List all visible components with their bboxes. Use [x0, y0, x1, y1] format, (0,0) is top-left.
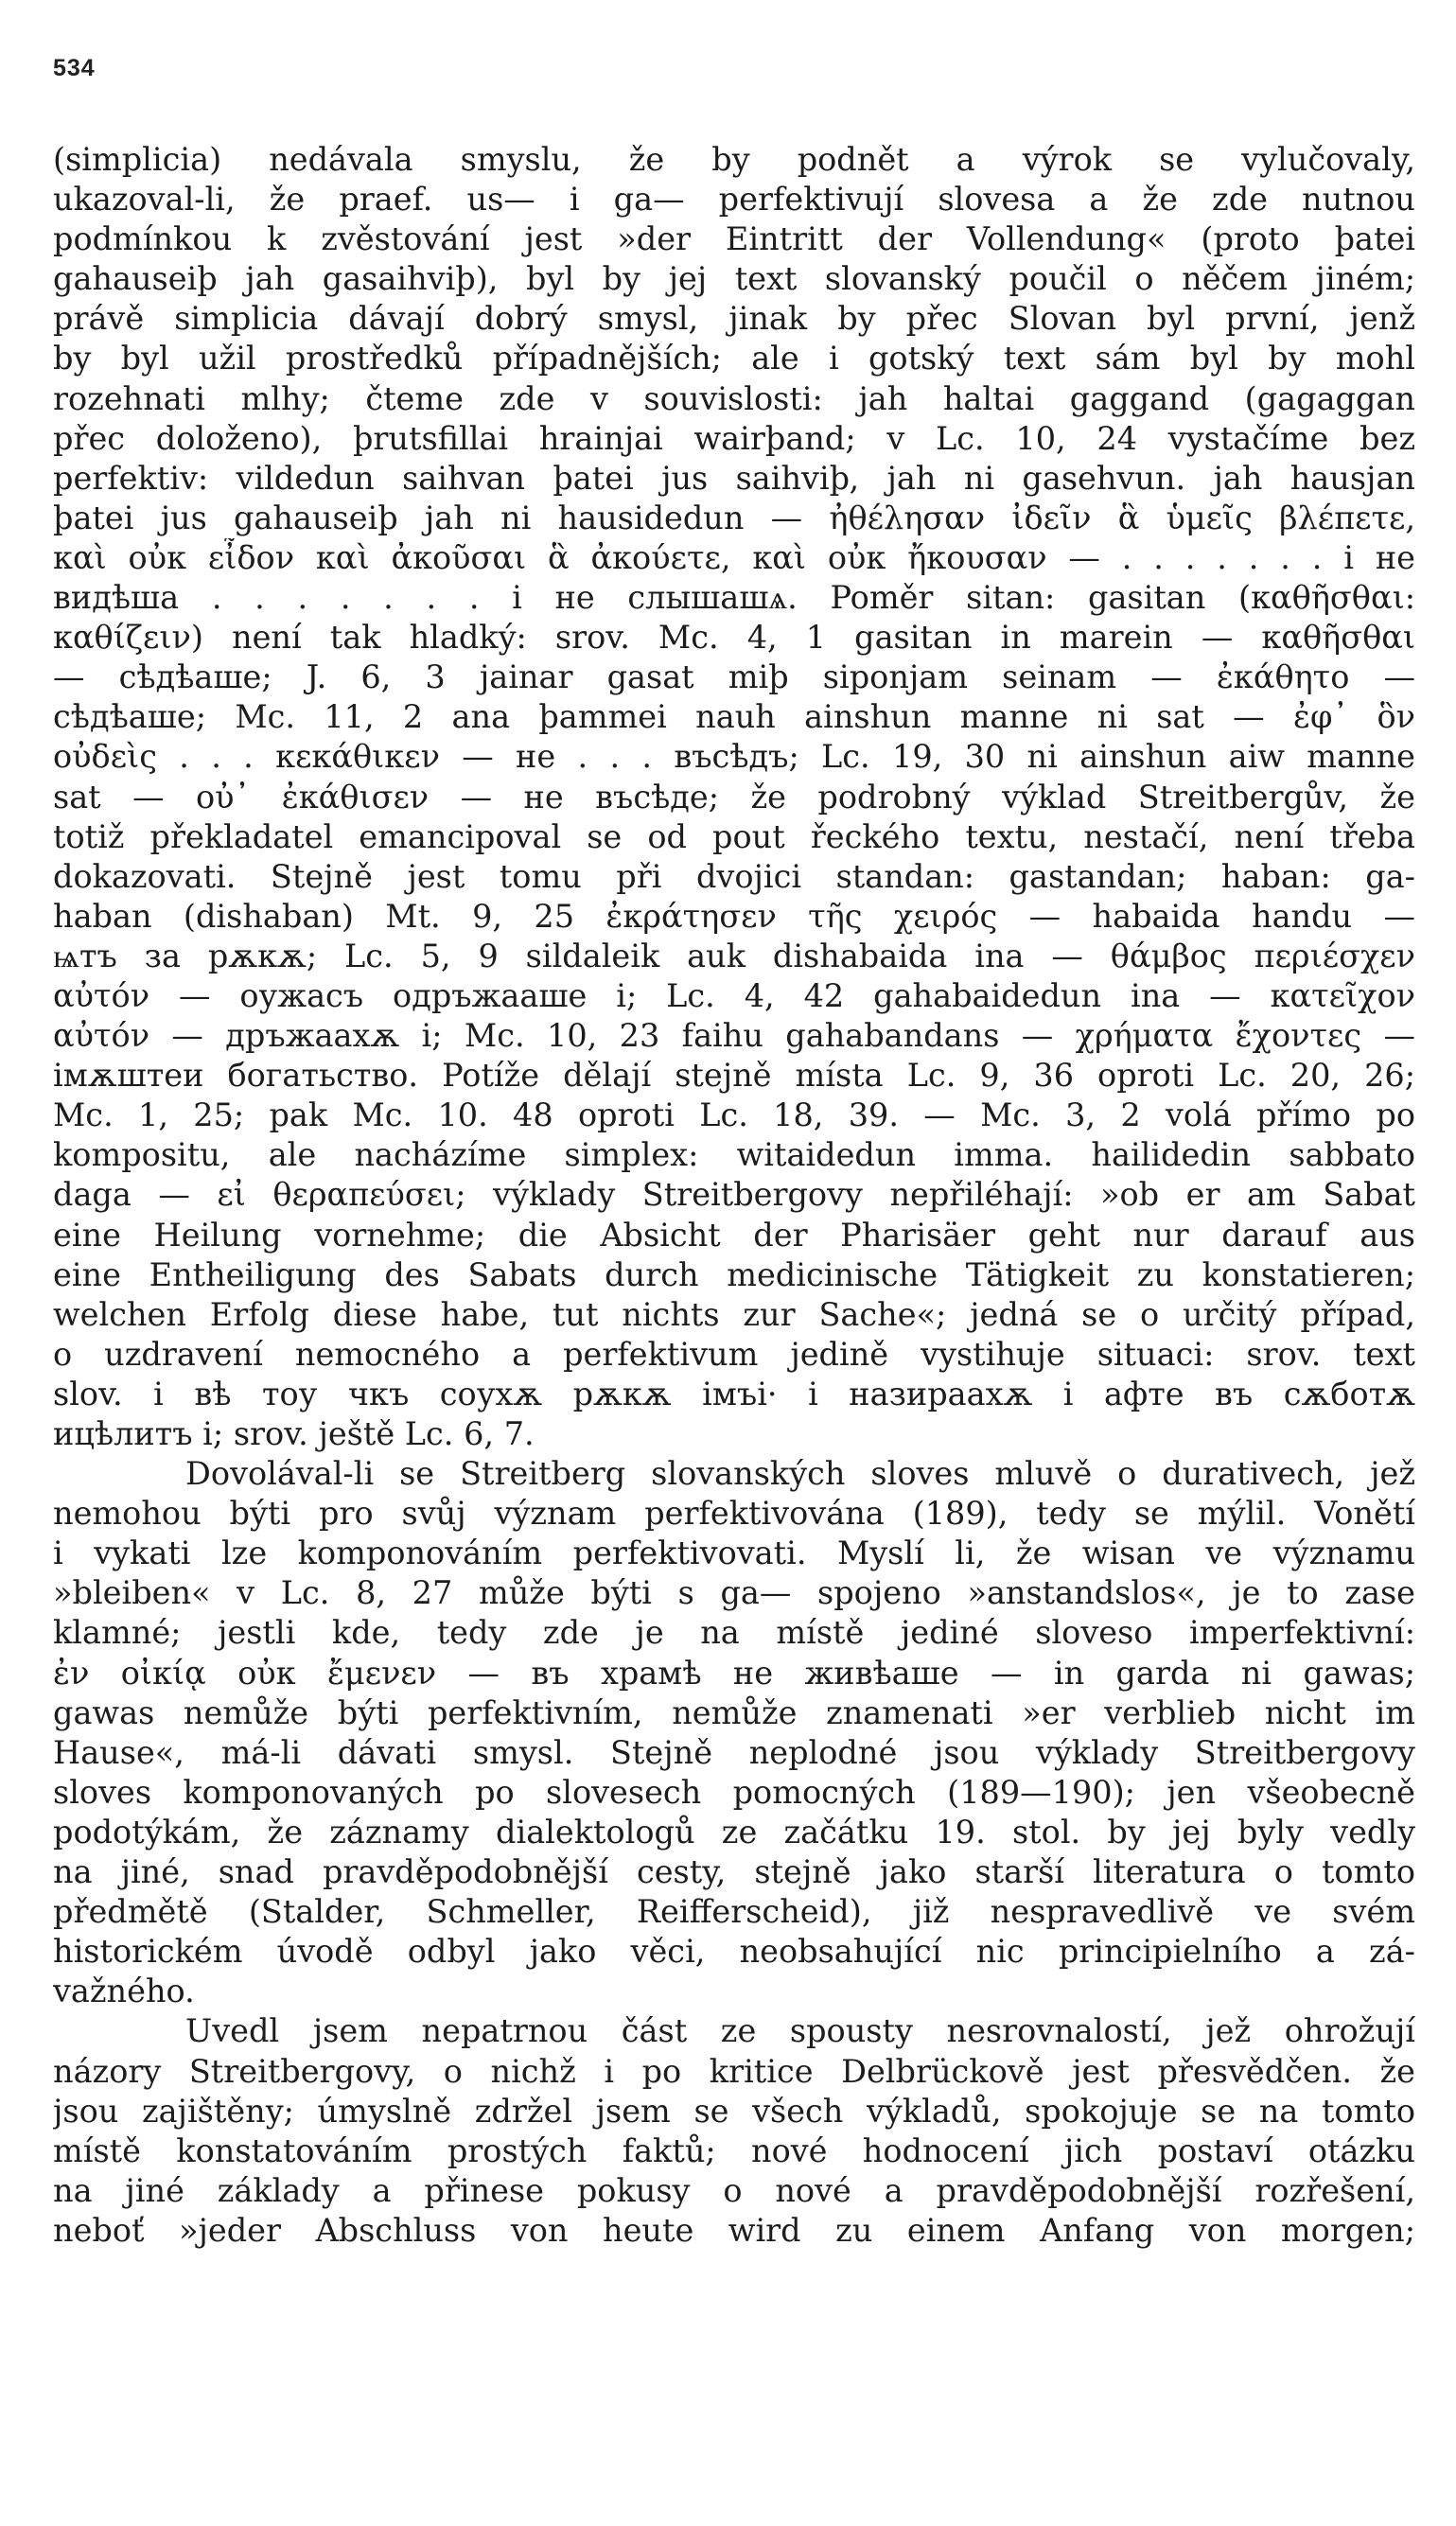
text-line: ѩтъ за рѫкѫ; Lc. 5, 9 sildaleik auk dishabaida ina — θάμβος περιέσχεν: [53, 937, 1415, 974]
text-line: οὐδεὶς . . . κεκάθικεν — не . . . въсѣдъ; Lc. 19, 30 ni ainshun aiw manne: [53, 738, 1415, 776]
text-line: právě simplicia dávají dobrý smysl, jinak by přec Slovan byl první, jenž: [53, 300, 1415, 338]
text-line: eine Heilung vornehme; die Absicht der Pharisäer geht nur darauf aus: [53, 1216, 1415, 1254]
text-line: καθίζειν) není tak hladký: srov. Mc. 4, 1 gasitan in marein — καθῆσθαι: [53, 619, 1415, 657]
text-line: historickém úvodě odbyl jako věci, neobsahující nic principielního a zá-: [53, 1933, 1415, 1971]
text-line: ицѣлитъ і; srov. ještě Lc. 6, 7.: [53, 1415, 535, 1452]
text-line: καὶ οὐκ εἶδον καὶ ἀκοῦσαι ἃ ἀκούετε, καὶ οὐκ ἤκουσαν — . . . . . . . і не: [53, 538, 1415, 576]
text-line: klamné; jestli kde, tedy zde je na místě jediné sloveso imperfektivní:: [53, 1614, 1415, 1652]
text-line: názory Streitbergovy, o nichž i po kritice Delbrückově jest přesvědčen. že: [53, 2052, 1415, 2090]
text-line: kompositu, ale nacházíme simplex: witaidedun imma. hailidedin sabbato: [53, 1136, 1415, 1174]
text-line: ukazoval-li, že praef. us— i ga— perfektivují slovesa a že zde nutnou: [53, 181, 1415, 219]
text-line: přec doloženo), þrutsfillai hrainjai wairþand; v Lc. 10, 24 vystačíme bez: [53, 419, 1415, 457]
text-line: sat — οὐ᾽ ἐκάθισεν — не въсѣде; že podrobný výklad Streitbergův, že: [53, 778, 1415, 816]
text-line: Uvedl jsem nepatrnou část ze spousty nesrovnalostí, jež ohrožují: [185, 2012, 1415, 2050]
text-line: (simplicia) nedávala smyslu, že by podnět a výrok se vylučovaly,: [53, 141, 1415, 178]
text-line: važného.: [53, 1973, 195, 2010]
text-line: видѣша . . . . . . . і не слышашѧ. Poměr sitan: gasitan (καθῆσθαι:: [53, 579, 1415, 617]
text-line: αὐτόν — оужасъ одръжааше і; Lc. 4, 42 gahabaidedun ina — κατεῖχον: [53, 976, 1415, 1014]
text-line: sloves komponovaných po slovesech pomocných (189—190); jen všeobecně: [53, 1773, 1415, 1811]
text-line: dokazovati. Stejně jest tomu při dvojici standan: gastandan; haban: ga-: [53, 857, 1415, 895]
paragraph-3: [53, 2011, 1415, 2251]
text-line: by byl užil prostředků případnějších; ale i gotský text sám byl by mohl: [53, 340, 1415, 377]
text-line: podotýkám, že záznamy dialektologů ze začátku 19. stol. by jej byly vedly: [53, 1813, 1415, 1851]
text-line: perfektiv: vildedun saihvan þatei jus saihviþ, jah ni gasehvun. jah hausjan: [53, 459, 1415, 497]
paragraph-2: [53, 1454, 1415, 2011]
text-line: místě konstatováním prostých faktů; nové hodnocení jich postaví otázku: [53, 2131, 1415, 2169]
text-line: Mc. 1, 25; pak Mc. 10. 48 oproti Lc. 18, 39. — Mc. 3, 2 volá přímo po: [53, 1096, 1415, 1134]
text-line: na jiné základy a přinese pokusy o nové a pravděpodobnější rozřešení,: [53, 2171, 1415, 2209]
text-line: þatei jus gahauseiþ jah ni hausidedun — ἠθέλησαν ἰδεῖν ἃ ὑμεῖς βλέπετε,: [53, 499, 1415, 536]
text-body: [53, 140, 1415, 2251]
text-line: Hause«, má-li dávati smysl. Stejně neplodné jsou výklady Streitbergovy: [53, 1733, 1415, 1771]
text-line: haban (dishaban) Mt. 9, 25 ἐκράτησεν τῆς χειρός — habaida handu —: [53, 897, 1415, 935]
text-line: jsou zajištěny; úmyslně zdržel jsem se všech výkladů, spokojuje se na tomto: [53, 2092, 1415, 2130]
text-line: daga — εἰ θεραπεύσει; výklady Streitbergovy nepřiléhají: »ob er am Sabat: [53, 1176, 1415, 1214]
text-line: o uzdravení nemocného a perfektivum jedině vystihuje situaci: srov. text: [53, 1335, 1415, 1373]
text-line: rozehnati mlhy; čteme zde v souvislosti: jah haltai gaggand (gagaggan: [53, 379, 1415, 417]
text-line: i vykati lze komponováním perfektivovati. Myslí li, že wisan ve významu: [53, 1535, 1415, 1572]
text-line: neboť »jeder Abschluss von heute wird zu einem Anfang von morgen;: [53, 2211, 1415, 2249]
page-number: 534: [53, 55, 96, 81]
text-line: slov. і вѣ тоу чкъ соухѫ рѫкѫ імъі· і назираахѫ і афте въ сѫботѫ: [53, 1375, 1415, 1412]
text-line: welchen Erfolg diese habe, tut nichts zur Sache«; jedná se o určitý případ,: [53, 1295, 1415, 1333]
text-line: сѣдѣаше; Mc. 11, 2 ana þammei nauh ainshun manne ni sat — ἐφ᾽ ὃν: [53, 698, 1415, 736]
text-line: na jiné, snad pravděpodobnější cesty, stejně jako starší literatura o tomto: [53, 1853, 1415, 1891]
text-line: — сѣдѣаше; J. 6, 3 jainar gasat miþ siponjam seinam — ἐκάθητο —: [53, 658, 1415, 696]
text-line: gahauseiþ jah gasaihviþ), byl by jej text slovanský poučil o něčem jiném;: [53, 260, 1415, 298]
text-line: »bleiben« v Lc. 8, 27 může býti s ga— spojeno »anstandslos«, je to zase: [53, 1574, 1415, 1612]
text-line: eine Entheiligung des Sabats durch medicinische Tätigkeit zu konstatieren;: [53, 1255, 1415, 1293]
text-line: імѫштеи богатьство. Potíže dělají stejně místa Lc. 9, 36 oproti Lc. 20, 26;: [53, 1057, 1415, 1095]
text-line: αὐτόν — дръжаахѫ і; Mc. 10, 23 faihu gahabandans — χρήματα ἔχοντες —: [53, 1017, 1415, 1055]
text-line: Dovolával-li se Streitberg slovanských sloves mluvě o durativech, jež: [185, 1455, 1415, 1493]
text-line: totiž překladatel emancipoval se od pout řeckého textu, nestačí, není třeba: [53, 817, 1415, 855]
text-line: nemohou býti pro svůj význam perfektivována (189), tedy se mýlil. Vonětí: [53, 1495, 1415, 1533]
text-line: podmínkou k zvěstování jest »der Eintritt der Vollendung« (proto þatei: [53, 220, 1415, 258]
paragraph-1: [53, 140, 1415, 1454]
text-line: předmětě (Stalder, Schmeller, Reifferscheid), již nespravedlivě ve svém: [53, 1893, 1415, 1931]
text-line: gawas nemůže býti perfektivním, nemůže znamenati »er verblieb nicht im: [53, 1693, 1415, 1731]
text-line: ἐν οἰκίᾳ οὐκ ἔμενεν — въ храмѣ не живѣаше — in garda ni gawas;: [53, 1654, 1415, 1692]
